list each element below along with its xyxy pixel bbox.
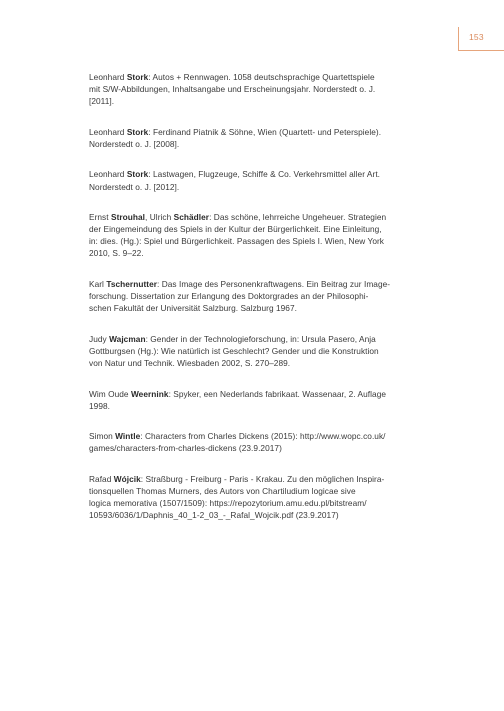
bibliography-entry (89, 473, 429, 521)
entry-text: Ernst (89, 212, 111, 223)
author-surname: Wójcik (113, 473, 141, 484)
entry-line (89, 400, 429, 412)
author-surname: Schädler (173, 212, 210, 223)
bibliography-entry (89, 168, 429, 192)
entry-text: von Natur und Technik. Wiesbaden 2002, S. 270–289. (89, 358, 291, 368)
author-surname: Stork (126, 169, 149, 180)
author-surname: Wajcman (109, 333, 146, 344)
entry-text: 2010, S. 9–22. (89, 248, 144, 259)
entry-line (89, 181, 429, 193)
entry-text: : Ferdinand Piatnik & Söhne, Wien (Quartett- und Peterspiele). (148, 126, 382, 137)
entry-text: mit S/W-Abbildungen, Inhaltsangabe und Erscheinungsjahr. Norderstedt o. J. (89, 84, 376, 95)
bibliography-entry (89, 333, 429, 369)
entry-text: tionsquellen Thomas Murners, des Autors von Chartiludium logicae sive (89, 486, 356, 497)
entry-text: Leonhard (89, 126, 127, 137)
entry-text: Norderstedt o. J. [2012]. (89, 181, 180, 192)
bibliography-list (89, 71, 429, 540)
entry-text: : Gender in der Technologieforschung, in: Ursula Pasero, Anja (145, 333, 376, 344)
entry-line (89, 357, 429, 369)
entry-text: Karl (89, 279, 107, 290)
entry-line (89, 485, 429, 497)
entry-line (89, 71, 429, 83)
entry-line (89, 126, 429, 138)
entry-text: Leonhard (89, 169, 127, 180)
entry-line (89, 333, 429, 345)
entry-text: [2011]. (89, 96, 115, 107)
entry-line (89, 509, 429, 521)
entry-text: : Straßburg - Freiburg - Paris - Krakau. Zu den möglichen Inspira- (140, 473, 385, 484)
entry-line (89, 430, 429, 442)
page-number-marker (458, 27, 504, 51)
entry-text: forschung. Dissertation zur Erlangung des Doktorgrades an der Philosophi- (89, 291, 369, 302)
bibliography-entry (89, 388, 429, 412)
entry-text: Simon (89, 431, 116, 442)
entry-line (89, 95, 429, 107)
entry-line (89, 302, 429, 314)
entry-line (89, 168, 429, 180)
entry-line (89, 388, 429, 400)
bibliography-entry (89, 430, 429, 454)
entry-line (89, 442, 429, 454)
author-surname: Stork (126, 126, 149, 137)
entry-line (89, 278, 429, 290)
bibliography-entry (89, 278, 429, 314)
entry-text: Norderstedt o. J. [2008]. (89, 138, 180, 149)
page-number: 153 (469, 32, 484, 42)
bibliography-entry (89, 126, 429, 150)
entry-text: , Ulrich (145, 212, 174, 223)
entry-text: : Lastwagen, Flugzeuge, Schiffe & Co. Verkehrsmittel aller Art. (148, 169, 381, 180)
entry-text: schen Fakultät der Universität Salzburg. Salzburg 1967. (89, 303, 297, 314)
entry-line (89, 345, 429, 357)
entry-line (89, 290, 429, 302)
entry-text: 1998. (89, 400, 111, 411)
entry-line (89, 138, 429, 150)
author-surname: Stork (126, 72, 149, 82)
entry-text: games/characters-from-charles-dickens (23.9.2017) (89, 443, 282, 454)
author-surname: Wintle (115, 431, 141, 442)
entry-text: : Characters from Charles Dickens (2015): http://www.wopc.co.uk/ (140, 431, 386, 442)
entry-text: Leonhard (89, 72, 127, 82)
entry-text: Gottburgsen (Hg.): Wie natürlich ist Geschlecht? Gender und die Konstruktion (89, 345, 379, 356)
entry-text: : Autos + Rennwagen. 1058 deutschsprachige Quartettspiele (148, 72, 375, 82)
entry-text: : Spyker, een Nederlands fabrikaat. Wassenaar, 2. Auflage (168, 388, 387, 399)
entry-line (89, 497, 429, 509)
bibliography-entry (89, 211, 429, 259)
entry-line (89, 235, 429, 247)
entry-line (89, 211, 429, 223)
entry-text: logica memorativa (1507/1509): https://repozytorium.amu.edu.pl/bitstream/ (89, 498, 367, 509)
entry-text: in: dies. (Hg.): Spiel und Bürgerlichkeit. Passagen des Spiels I. Wien, New York (89, 236, 384, 247)
entry-text: : Das Image des Personenkraftwagens. Ein Beitrag zur Image- (157, 279, 391, 290)
entry-text: Rafad (89, 473, 114, 484)
entry-text: der Eingemeindung des Spiels in der Kultur der Bürgerlichkeit. Eine Einleitung, (89, 224, 382, 235)
entry-text: Wim Oude (89, 388, 131, 399)
entry-text: 10593/6036/1/Daphnis_40_1-2_03_-_Rafal_Wojcik.pdf (23.9.2017) (89, 510, 339, 521)
author-surname: Weernink (130, 388, 169, 399)
bibliography-entry (89, 71, 429, 107)
entry-line (89, 247, 429, 259)
entry-line (89, 473, 429, 485)
entry-text: : Das schöne, lehrreiche Ungeheuer. Strategien (209, 212, 387, 223)
entry-line (89, 223, 429, 235)
author-surname: Strouhal (110, 212, 146, 223)
author-surname: Tschernutter (106, 279, 158, 290)
entry-text: Judy (89, 333, 110, 344)
entry-line (89, 83, 429, 95)
